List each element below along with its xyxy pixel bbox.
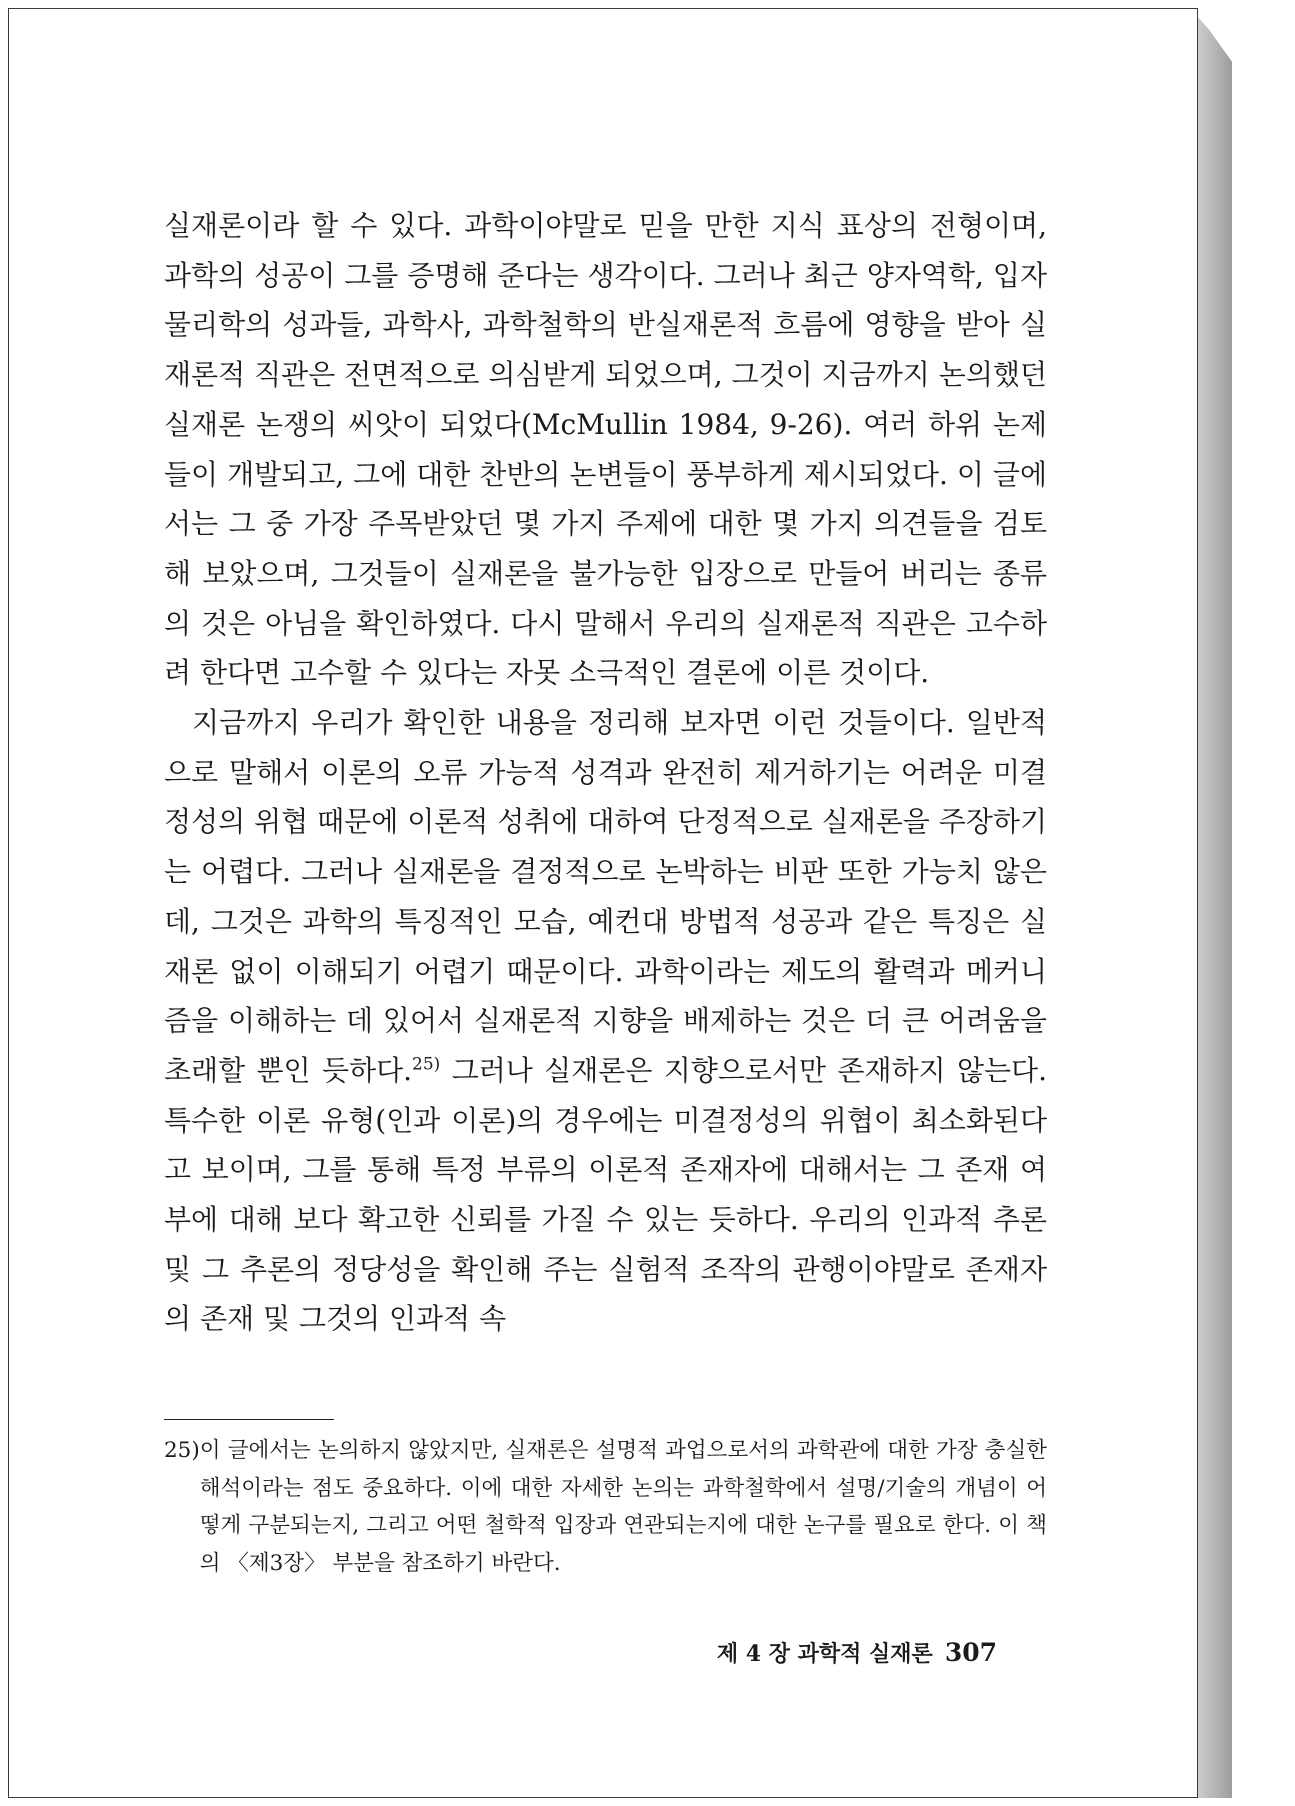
paragraph-2-text-after-ref: 그러나 실재론은 지향으로서만 존재하지 않는다. 특수한 이론 유형(인과 이론)의 경우에는 미결정성의 위협이 최소화된다고 보이며, 그를 통해 특정 부류의 이론적 존재자에 대해서는 그 존재 여부에 대해 보다 확고한 신뢰를 가질 수 있는 듯하다. 우리의 인과적 추론 및 그 추론의 정당성을 확인해 주는 실험적 조작의 관행이야말로 존재자의 존재 및 그것의 인과적 속 <box>164 1053 1047 1336</box>
chapter-title: 제 4 장 과학적 실재론 <box>716 1641 933 1667</box>
page-number: 307 <box>944 1638 997 1667</box>
body-text <box>164 201 1047 1344</box>
footnote-number: 25) <box>164 1438 200 1463</box>
running-footer <box>717 1637 997 1668</box>
footnote-text: 이 글에서는 논의하지 않았지만, 실재론은 설명적 과업으로서의 과학관에 대한 가장 충실한 해석이라는 점도 중요하다. 이에 대한 자세한 논의는 과학철학에서 설명/기술의 개념이 어떻게 구분되는지, 그리고 어떤 철학적 입장과 연관되는지에 대한 논구를 필요로 한다. 이 책의 〈제3장〉 부분을 참조하기 바란다. <box>199 1438 1047 1576</box>
book-page <box>8 8 1198 1798</box>
footnote-25 <box>164 1432 1047 1582</box>
paragraph-2-text-before-ref: 지금까지 우리가 확인한 내용을 정리해 보자면 이런 것들이다. 일반적으로 말해서 이론의 오류 가능적 성격과 완전히 제거하기는 어려운 미결정성의 위협 때문에 이론적 성취에 대하여 단정적으로 실재론을 주장하기는 어렵다. 그러나 실재론을 결정적으로 논박하는 비판 또한 가능치 않은데, 그것은 과학의 특징적인 모습, 예컨대 방법적 성공과 같은 특징은 실재론 없이 이해되기 어렵기 때문이다. 과학이라는 제도의 활력과 메커니즘을 이해하는 데 있어서 실재론적 지향을 배제하는 것은 더 큰 어려움을 초래할 뿐인 듯하다. <box>164 706 1047 1087</box>
footnote-divider <box>164 1419 334 1420</box>
paragraph-2 <box>164 698 1047 1344</box>
footnote-reference-25[interactable]: 25) <box>412 1054 441 1075</box>
paragraph-1: 실재론이라 할 수 있다. 과학이야말로 믿을 만한 지식 표상의 전형이며, 과학의 성공이 그를 증명해 준다는 생각이다. 그러나 최근 양자역학, 입자물리학의 성과들, 과학사, 과학철학의 반실재론적 흐름에 영향을 받아 실재론적 직관은 전면적으로 의심받게 되었으며, 그것이 지금까지 논의했던 실재론 논쟁의 씨앗이 되었다(McMullin 1984, 9-26). 여러 하위 논제들이 개발되고, 그에 대한 찬반의 논변들이 풍부하게 제시되었다. 이 글에서는 그 중 가장 주목받았던 몇 가지 주제에 대한 몇 가지 의견들을 검토해 보았으며, 그것들이 실재론을 불가능한 입장으로 만들어 버리는 종류의 것은 아님을 확인하였다. 다시 말해서 우리의 실재론적 직관은 고수하려 한다면 고수할 수 있다는 자못 소극적인 결론에 이른 것이다. <box>164 209 1047 690</box>
